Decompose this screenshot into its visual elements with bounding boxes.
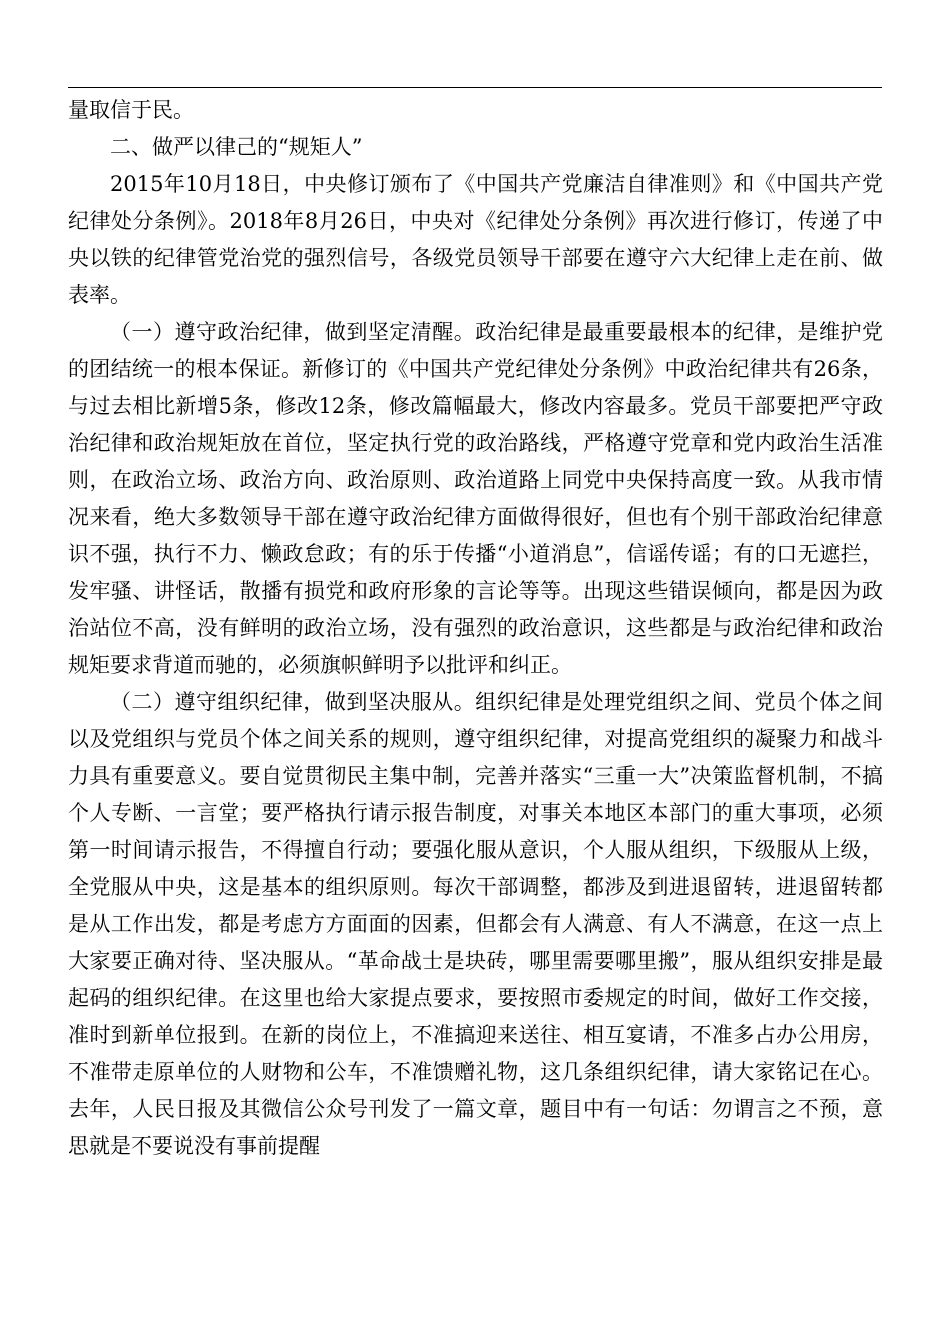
paragraph: 2015年10月18日，中央修订颁布了《中国共产党廉洁自律准则》和《中国共产党纪律处分条例》。2018年8月26日，中央对《纪律处分条例》再次进行修订，传递了中央以铁的纪律管党治党的强烈信号，各级党员领导干部要在遵守六大纪律上走在前、做表率。 [68,172,883,307]
section-heading: 二、做严以律己的“规矩人” [110,135,363,159]
header-rule [68,87,882,88]
paragraph: （一）遵守政治纪律，做到坚定清醒。政治纪律是最重要最根本的纪律，是维护党的团结统一的根本保证。新修订的《中国共产党纪律处分条例》中政治纪律共有26条，与过去相比新增5条，修改12条，修改篇幅最大，修改内容最多。党员干部要把严守政治纪律和政治规矩放在首位，坚定执行党的政治路线，严格遵守党章和党内政治生活准则，在政治立场、政治方向、政治原则、政治道路上同党中央保持高度一致。从我市情况来看，绝大多数领导干部在遵守政治纪律方面做得很好，但也有个别干部政治纪律意识不强，执行不力、懒政怠政；有的乐于传播“小道消息”，信谣传谣；有的口无遮拦，发牢骚、讲怪话，散播有损党和政府形象的言论等等。出现这些错误倾向，都是因为政治站位不高，没有鲜明的政治立场，没有强烈的政治意识，这些都是与政治纪律和政治规矩要求背道而驰的，必须旗帜鲜明予以批评和纠正。 [68,320,883,677]
paragraph-continuation: 量取信于民。 [68,98,194,122]
document-body [68,92,883,1165]
paragraph: （二）遵守组织纪律，做到坚决服从。组织纪律是处理党组织之间、党员个体之间以及党组织与党员个体之间关系的规则，遵守组织纪律，对提高党组织的凝聚力和战斗力具有重要意义。要自觉贯彻民主集中制，完善并落实“三重一大”决策监督机制，不搞个人专断、一言堂；要严格执行请示报告制度，对事关本地区本部门的重大事项，必须第一时间请示报告，不得擅自行动；要强化服从意识，个人服从组织，下级服从上级，全党服从中央，这是基本的组织原则。每次干部调整，都涉及到进退留转，进退留转都是从工作出发，都是考虑方方面面的因素，但都会有人满意、有人不满意，在这一点上大家要正确对待、坚决服从。“革命战士是块砖，哪里需要哪里搬”，服从组织安排是最起码的组织纪律。在这里也给大家提点要求，要按照市委规定的时间，做好工作交接，准时到新单位报到。在新的岗位上，不准搞迎来送往、相互宴请，不准多占办公用房，不准带走原单位的人财物和公车，不准馈赠礼物，这几条组织纪律，请大家铭记在心。去年，人民日报及其微信公众号刊发了一篇文章，题目中有一句话：勿谓言之不预，意思就是不要说没有事前提醒 [68,690,883,1158]
